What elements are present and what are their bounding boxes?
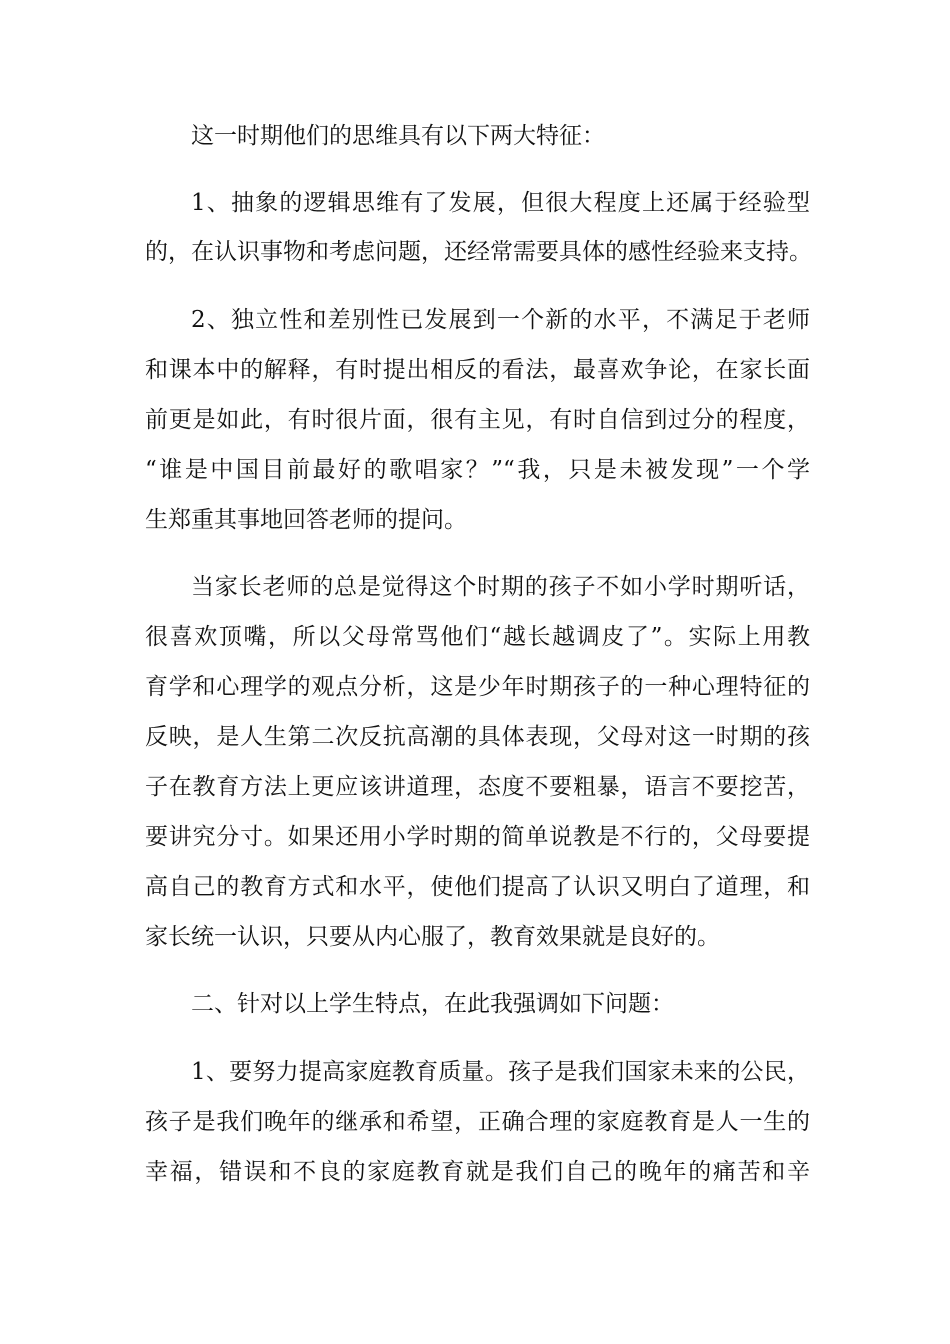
text-line: 幸福，错误和不良的家庭教育就是我们自己的晚年的痛苦和辛 xyxy=(145,1159,810,1185)
text-line: 的，在认识事物和考虑问题，还经常需要具体的感性经验来支持。 xyxy=(145,239,812,265)
text-line: 孩子是我们晚年的继承和希望，正确合理的家庭教育是人一生的 xyxy=(145,1109,810,1135)
text-line: 要讲究分寸。如果还用小学时期的简单说教是不行的，父母要提 xyxy=(145,824,810,850)
text-line: 家长统一认识，只要从内心服了，教育效果就是良好的。 xyxy=(145,924,720,950)
text-line: 1、抽象的逻辑思维有了发展，但很大程度上还属于经验型 xyxy=(191,190,810,216)
text-line: 育学和心理学的观点分析，这是少年时期孩子的一种心理特征的 xyxy=(145,674,810,700)
text-line: 生郑重其事地回答老师的提问。 xyxy=(145,507,467,533)
text-line: 很喜欢顶嘴，所以父母常骂他们“越长越调皮了”。实际上用教 xyxy=(145,624,810,650)
text-line: 和课本中的解释，有时提出相反的看法，最喜欢争论，在家长面 xyxy=(145,357,810,383)
text-line: “谁是中国目前最好的歌唱家？”“我，只是未被发现”一个学 xyxy=(145,457,810,483)
text-line: 子在教育方法上更应该讲道理，态度不要粗暴，语言不要挖苦， xyxy=(145,774,810,800)
text-line: 二、针对以上学生特点，在此我强调如下问题： xyxy=(191,991,674,1017)
text-line: 这一时期他们的思维具有以下两大特征： xyxy=(191,123,605,149)
text-line: 前更是如此，有时很片面，很有主见，有时自信到过分的程度， xyxy=(145,407,810,433)
text-line: 反映，是人生第二次反抗高潮的具体表现，父母对这一时期的孩 xyxy=(145,724,810,750)
text-line: 2、独立性和差别性已发展到一个新的水平，不满足于老师 xyxy=(191,307,810,333)
text-line: 1、要努力提高家庭教育质量。孩子是我们国家未来的公民， xyxy=(191,1059,810,1085)
text-line: 高自己的教育方式和水平，使他们提高了认识又明白了道理，和 xyxy=(145,874,810,900)
text-line: 当家长老师的总是觉得这个时期的孩子不如小学时期听话， xyxy=(191,574,810,600)
